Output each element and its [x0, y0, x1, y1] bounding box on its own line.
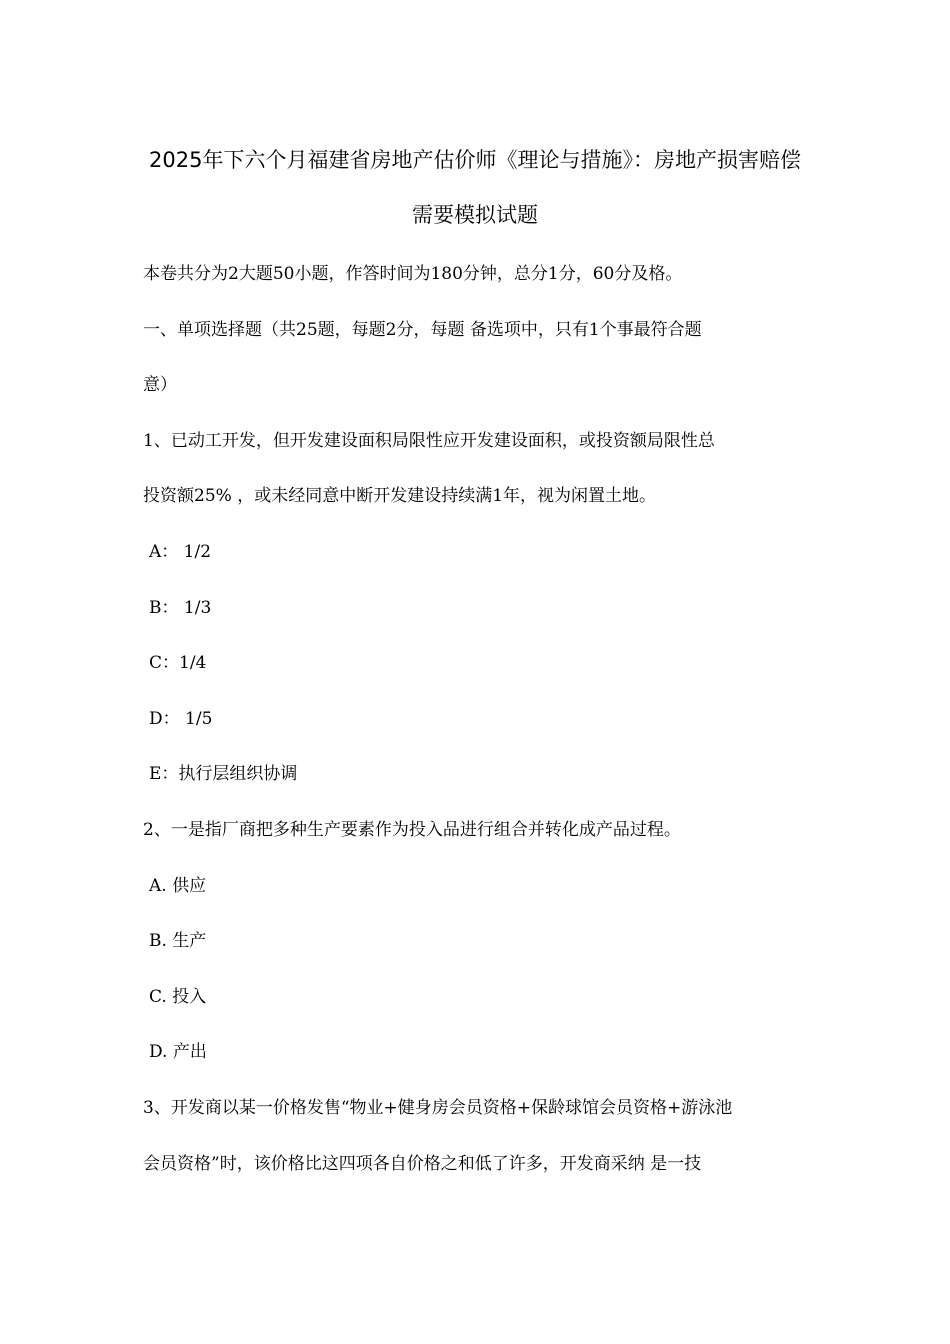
question-2-option-a: A. 供应 [149, 876, 207, 896]
section-heading-line-1: 一、单项选择题（共25题，每题2分，每题 备选项中，只有1个事最符合题 [143, 320, 702, 340]
question-2-option-c: C. 投入 [149, 987, 207, 1007]
question-3-text-line-2: 会员资格”时，该价格比这四项各自价格之和低了许多，开发商采纳 是一技 [143, 1154, 702, 1174]
question-1-option-e: E：执行层组织协调 [149, 764, 298, 784]
question-2-text-line-1: 2、一是指厂商把多种生产要素作为投入品进行组合并转化成产品过程。 [143, 820, 681, 840]
question-3-text-line-1: 3、开发商以某一价格发售“物业+健身房会员资格+保龄球馆会员资格+游泳池 [143, 1098, 733, 1118]
question-1-option-a: A： 1/2 [149, 542, 212, 562]
question-1-option-d: D： 1/5 [149, 709, 213, 729]
question-1-text-line-2: 投资额25% ，或未经同意中断开发建设持续满1年，视为闲置土地。 [143, 486, 657, 506]
question-1-option-b: B： 1/3 [149, 598, 212, 618]
question-1-text-line-1: 1、已动工开发，但开发建设面积局限性应开发建设面积，或投资额局限性总 [143, 431, 715, 451]
question-2-option-d: D. 产出 [149, 1042, 207, 1062]
question-1-option-c: C：1/4 [149, 653, 207, 673]
document-title-line-1: 2025年下六个月福建省房地产估价师《理论与措施》：房地产损害赔偿 [149, 148, 801, 172]
exam-intro: 本卷共分为2大题50小题，作答时间为180分钟，总分1分，60分及格。 [143, 264, 683, 284]
document-title-line-2: 需要模拟试题 [412, 203, 538, 227]
section-heading-line-2: 意） [143, 375, 177, 395]
question-2-option-b: B. 生产 [149, 931, 207, 951]
